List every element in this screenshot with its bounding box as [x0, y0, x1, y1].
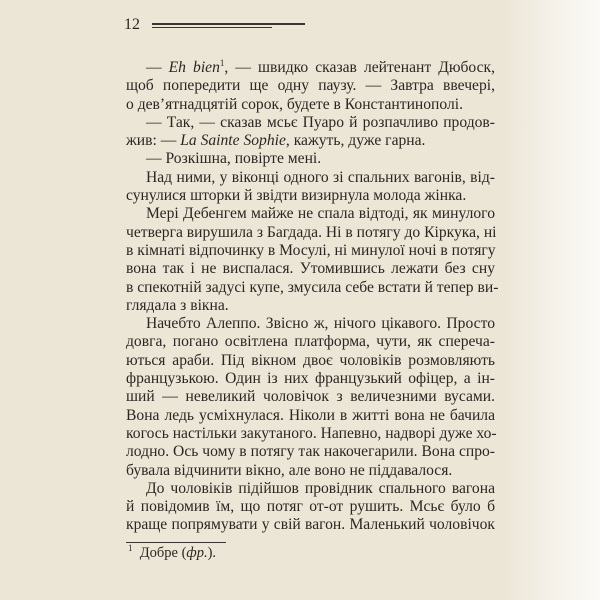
- text-line: Вона ледь усміхнулася. Ніколи в житті вона не бачила: [126, 406, 495, 424]
- page-edge: [505, 0, 600, 600]
- text-line: Мері Дебенгем майже не спала відтоді, як минулого: [146, 205, 495, 223]
- header-rule: [152, 23, 305, 25]
- text-line: ший — невеликий чоловічок з величезними вусами.: [126, 388, 495, 406]
- text-line: бувала відчинити вікно, але воно не піддавалося.: [126, 461, 453, 479]
- text-line: й повідомив їм, що потяг от-от рушить. Мсьє було б: [126, 498, 495, 516]
- text-line: глядала з вікна.: [126, 296, 229, 314]
- header-rule-thin: [152, 27, 272, 28]
- footnote-rule: [126, 542, 226, 543]
- page-number: 12: [124, 16, 140, 33]
- text-line: довга, погано освітлена платформа, чути, як спереча-: [126, 333, 495, 351]
- text-line: До чоловіків підійшов провідник спального вагона: [146, 479, 495, 497]
- text-line: сунулися шторки й звідти визирнула молода жінка.: [126, 187, 467, 205]
- text-line: французькою. Один із них французький офіцер, а ін-: [126, 370, 495, 388]
- text-line: лодно. Ось чому в потягу так накочегарили. Вона спро-: [126, 443, 495, 461]
- text-line: в спекотній задусі купе, змусила себе встати й тепер ви-: [126, 278, 499, 296]
- page-body: [126, 58, 499, 535]
- text-line: о дев’ятнадцятій сорок, будете в Константинополі.: [126, 95, 464, 113]
- text-line: жив: — La Sainte Sophie, кажуть, дуже гарна.: [126, 132, 426, 150]
- text-line: щоб попередити ще одну паузу. — Завтра ввечері,: [126, 77, 495, 95]
- footnote-mark: 1: [128, 543, 133, 553]
- text-line: Над ними, у віконці одного зі спальних вагонів, від-: [146, 168, 495, 186]
- footnote-ref: 1: [219, 58, 225, 68]
- text-line: ються араби. Під вікном двоє чоловіків розмовляють: [126, 351, 495, 369]
- text-line: Начебто Алеппо. Звісно ж, нічого цікавого. Просто: [146, 315, 495, 333]
- text-line: вона так і не виспалася. Утомившись лежати без сну: [126, 260, 495, 278]
- text-line: когось настільки закутаного. Напевно, надворі дуже хо-: [126, 424, 497, 442]
- text-line: — Так, — сказав мсьє Пуаро й розпачливо продов-: [146, 113, 495, 131]
- text-line: в кімнаті відпочинку в Мосулі, ні минулої ночі в потягу: [126, 241, 496, 259]
- text-line: краще попрямувати у свій вагон. Маленький чоловічок: [126, 516, 495, 534]
- text-line: — Розкішна, повірте мені.: [146, 150, 322, 168]
- footnote: $^1$ Добре (фр.).: [128, 543, 217, 561]
- text-line: четверга вирушила з Багдада. Ні в потягу до Кіркука, ні: [126, 223, 497, 241]
- text-line: — Eh bien$^1$, — швидко сказав лейтенант Дюбоск,: [146, 58, 496, 76]
